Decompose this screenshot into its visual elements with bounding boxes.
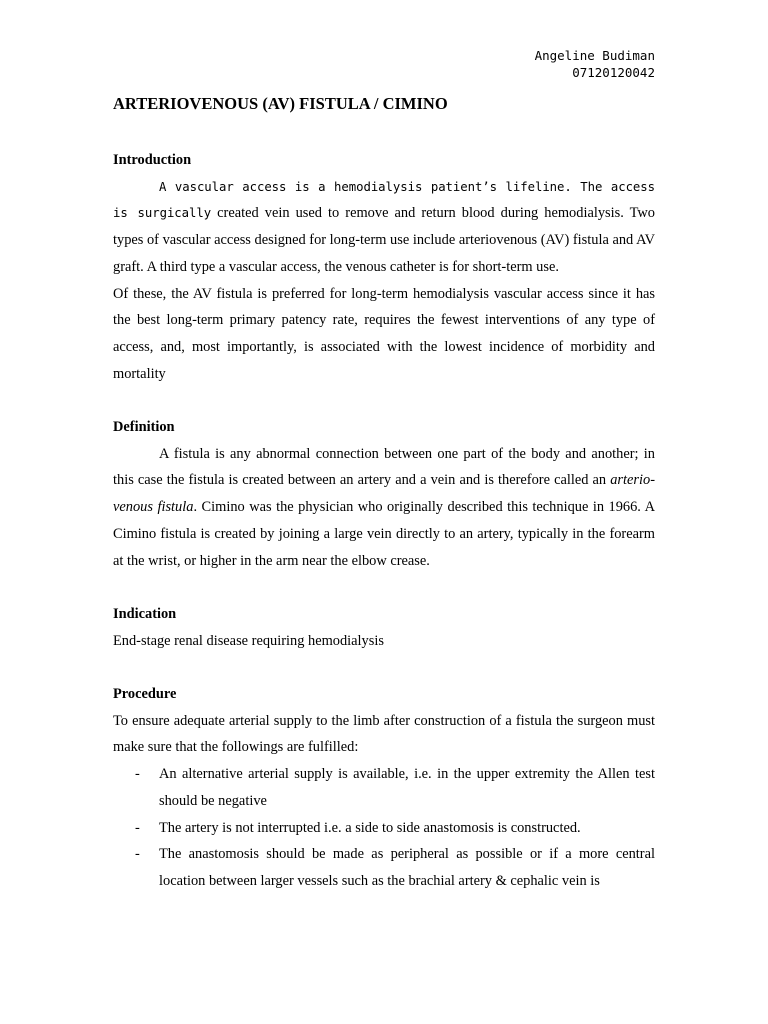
procedure-intro: To ensure adequate arterial supply to the limb after construction of a fistula the surgeon must make sure that the followings are fulfilled: [113, 712, 655, 756]
spacer [113, 654, 655, 681]
list-item [113, 761, 655, 814]
bullet-dash: - [135, 819, 140, 836]
definition-paragraph [113, 441, 655, 575]
procedure-heading: Procedure [113, 686, 177, 703]
introduction-paragraph-1-rest: created vein used to remove and return blood during hemodialysis. Two types of vascular access designed for long-term use include arteriovenous (AV) fistula and AV graft. A third type a vascular access, the venous catheter is for short-term use. [113, 205, 656, 275]
definition-text-end: . Cimino was the physician who originally described this technique in 1966. A Cimino fistula is created by joining a large vein directly to an artery, typically in the forearm at the wrist, or higher in the arm near the elbow crease. [113, 499, 655, 569]
introduction-section [113, 147, 655, 387]
list-item-text: The artery is not interrupted i.e. a side to side anastomosis is constructed. [159, 819, 581, 836]
document-body [113, 147, 655, 895]
indication-section [113, 601, 655, 654]
indication-text: End-stage renal disease requiring hemodialysis [113, 632, 384, 649]
indication-heading: Indication [113, 605, 177, 622]
definition-italic-term: arterio-venous fistula [113, 472, 655, 516]
list-item [113, 815, 655, 842]
author-name: Angeline Budiman [534, 48, 655, 63]
introduction-lead-text: A vascular access is a hemodialysis patient’s lifeline. The access is surgically [113, 179, 655, 221]
spacer [113, 387, 655, 414]
student-id: 07120120042 [572, 65, 655, 80]
list-item [113, 841, 655, 894]
definition-section [113, 414, 655, 574]
list-item-text: The anastomosis should be made as peripheral as possible or if a more central location between larger vessels such as the brachial artery & cephalic vein is [159, 846, 655, 889]
procedure-requirements-list [113, 761, 655, 895]
definition-text-start: A fistula is any abnormal connection between one part of the body and another; in this case the fistula is created between an artery and a vein and is therefore called an [113, 445, 655, 489]
spacer [113, 574, 655, 601]
introduction-heading: Introduction [113, 152, 192, 168]
introduction-paragraph-1 [113, 174, 655, 281]
author-block [535, 47, 655, 81]
document-title: ARTERIOVENOUS (AV) FISTULA / CIMINO [113, 94, 448, 113]
bullet-dash: - [135, 846, 140, 863]
bullet-dash: - [135, 766, 140, 783]
procedure-section [113, 681, 655, 895]
definition-heading: Definition [113, 419, 175, 436]
list-item-text: An alternative arterial supply is available, i.e. in the upper extremity the Allen test should be negative [159, 766, 655, 809]
introduction-paragraph-2: Of these, the AV fistula is preferred for long-term hemodialysis vascular access since it has the best long-term primary patency rate, requires the fewest interventions of any type of access, and, most importantly, is associated with the lowest incidence of morbidity and mortality [113, 285, 655, 382]
